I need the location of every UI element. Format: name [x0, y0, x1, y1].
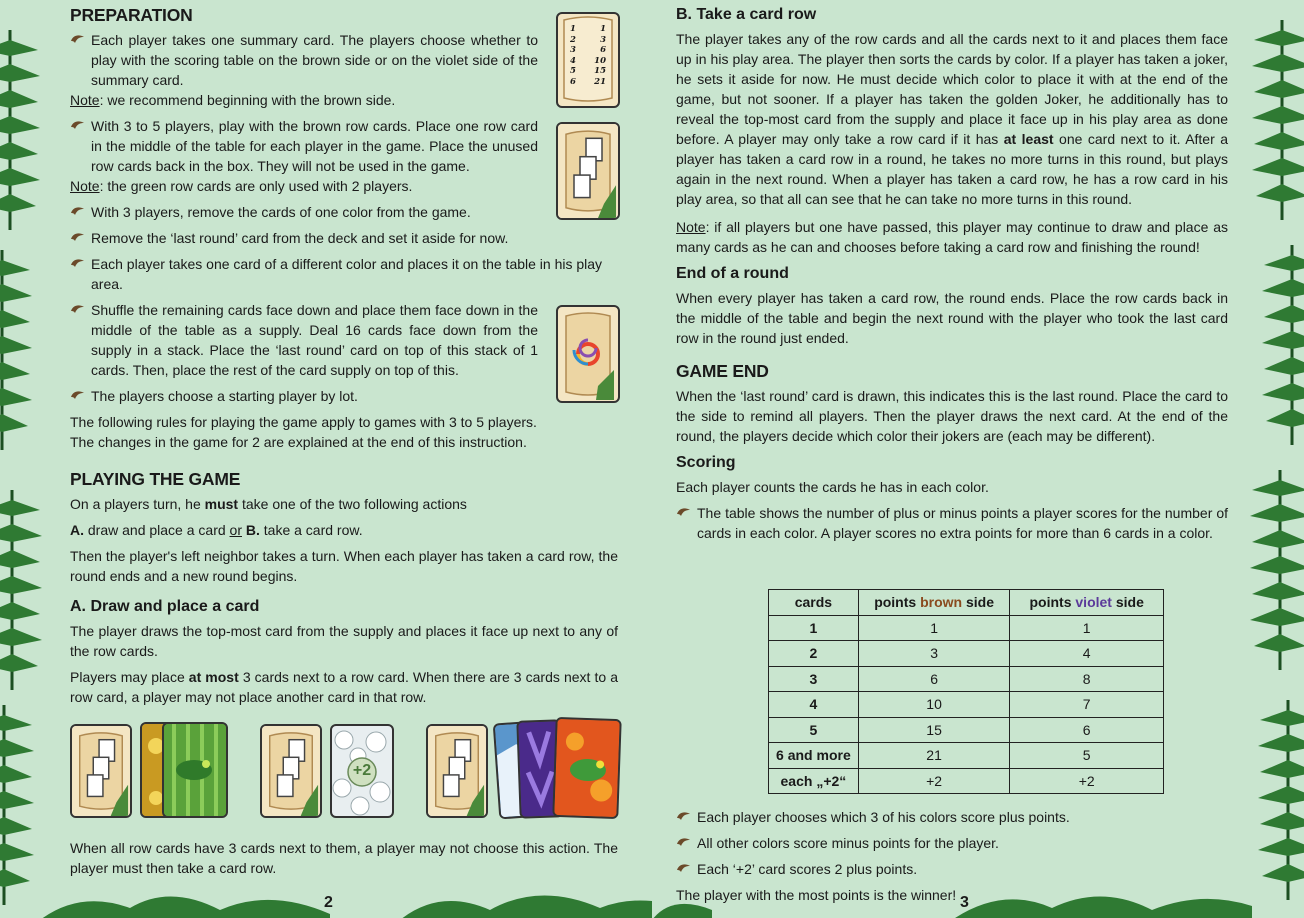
header-cards: cards — [769, 590, 859, 616]
list-item: Remove the ‘last round’ card from the deck and set it aside for now. — [70, 228, 538, 248]
right-page — [652, 0, 1304, 918]
preparation-heading: PREPARATION — [70, 5, 193, 25]
summary-card-points: 1 — [600, 24, 606, 34]
note-text: Note: the green row cards are only used with 2 players. — [70, 178, 413, 194]
table-cell-cards: 5 — [769, 717, 859, 743]
list-item: The players choose a starting player by lot. — [70, 386, 538, 406]
table-cell-brown: 15 — [858, 717, 1010, 743]
winner-text: The player with the most points is the winner! — [676, 887, 957, 903]
jungle-leaf-decoration — [0, 690, 34, 918]
turn-text: On a players turn, he must take one of the two following actions — [70, 496, 467, 512]
table-cell-brown: 6 — [858, 666, 1010, 692]
leaf-bullet-icon — [70, 390, 85, 400]
leaf-bullet-icon — [676, 811, 691, 821]
leaf-bullet-icon — [676, 863, 691, 873]
note-text: Note: we recommend beginning with the brown side. — [70, 92, 396, 108]
table-cell-cards: 4 — [769, 692, 859, 718]
orange-chameleon-card-image — [552, 717, 621, 819]
jungle-leaf-decoration — [1252, 0, 1304, 250]
table-header-row — [769, 590, 1164, 616]
leaf-bullet-icon — [70, 34, 85, 44]
actions-text: A. draw and place a card or B. take a card row. — [70, 522, 363, 538]
list-item: Each player chooses which 3 of his colors score plus points. — [676, 807, 1228, 827]
table-cell-cards: 2 — [769, 641, 859, 667]
leaf-bullet-icon — [676, 507, 691, 517]
jungle-leaf-decoration — [0, 240, 32, 460]
table-cell-brown: +2 — [858, 768, 1010, 794]
page-number: 2 — [324, 894, 333, 911]
scoring-text: Each player counts the cards he has in each color. — [676, 479, 989, 495]
table-row — [769, 641, 1164, 667]
then-text: Then the player's left neighbor takes a turn. When each player has taken a card row, the round ends and a new round begins. — [70, 548, 618, 584]
list-item: Each player takes one card of a different color and places it on the table in his play area. — [70, 254, 630, 294]
table-cell-violet: 8 — [1010, 666, 1164, 692]
list-item: The table shows the number of plus or minus points a player scores for the number of cards in each color. A player scores no extra points for more than 6 cards in a color. — [676, 503, 1228, 543]
scoring-heading: Scoring — [676, 454, 736, 471]
list-item: Shuffle the remaining cards face down and place them face down in the middle of the table as a supply. Deal 16 cards face down from the supply in a stack. Place the ‘last round’ card on top of this stack of 1 cards. Then, place the rest of the card supply on top of this. — [70, 300, 538, 380]
row-card-image — [260, 724, 322, 818]
table-row — [769, 615, 1164, 641]
jungle-leaf-decoration — [1250, 450, 1304, 690]
row-card-image — [426, 724, 488, 818]
table-cell-cards: 3 — [769, 666, 859, 692]
table-row — [769, 692, 1164, 718]
summary-card-count: 2 — [570, 34, 576, 45]
game-end-text: When the ‘last round’ card is drawn, this indicates this is the last round. Place the card to the side to remind all players. Then the player draws the next card. At the end of the round, the players decide which color their jokers are (each may be different). — [676, 388, 1228, 444]
list-item: With 3 to 5 players, play with the brown row cards. Place one row card in the middle of the table for each player in the game. Place the unused row cards back in the box. They will not be used in the game. — [70, 116, 538, 176]
table-cell-violet: 7 — [1010, 692, 1164, 718]
scoring-table-body — [769, 615, 1164, 794]
table-cell-violet: 1 — [1010, 615, 1164, 641]
leaf-bullet-icon — [70, 232, 85, 242]
header-brown-side: points brown side — [858, 590, 1010, 616]
leaf-bullet-icon — [70, 304, 85, 314]
take-row-note: Note: if all players but one have passed, this player may continue to draw and place as many cards as he can and chooses before taking a card row and finishing the round! — [676, 219, 1228, 255]
summary-card-points: 3 — [600, 34, 606, 45]
summary-card-points: 15 — [594, 66, 606, 76]
end-round-text: When every player has taken a card row, the round ends. Place the row cards back in the middle of the table and begin the next round with the player who took the last card row in the round just ended. — [676, 290, 1228, 346]
left-column — [70, 4, 618, 713]
table-row — [769, 717, 1164, 743]
table-cell-brown: 3 — [858, 641, 1010, 667]
jungle-leaf-decoration — [0, 470, 42, 710]
list-item: All other colors score minus points for the player. — [676, 833, 1228, 853]
end-round-heading: End of a round — [676, 265, 789, 282]
take-row-heading: B. Take a card row — [676, 6, 817, 23]
all-rows-full-text: When all row cards have 3 cards next to them, a player may not choose this action. The player must then take a card row. — [70, 840, 618, 876]
table-cell-brown: 10 — [858, 692, 1010, 718]
summary-card-count: 6 — [570, 76, 576, 87]
header-violet-side: points violet side — [1010, 590, 1164, 616]
chameleon-card-image — [162, 722, 228, 818]
draw-text: The player draws the top-most card from the supply and places it face up next to any of the row cards. — [70, 623, 618, 659]
table-cell-brown: 1 — [858, 615, 1010, 641]
jungle-leaf-decoration — [1262, 230, 1304, 460]
at-most-text: Players may place at most 3 cards next to a row card. When there are 3 cards next to a row card, a player may not place another card in that row. — [70, 669, 618, 705]
summary-card-count: 4 — [570, 55, 576, 66]
playing-heading: PLAYING THE GAME — [70, 469, 241, 489]
list-item: Each player takes one summary card. The players choose whether to play with the scoring table on the brown side or on the violet side of the summary card. — [70, 30, 538, 90]
plus-two-label: +2 — [352, 762, 372, 779]
plus-two-card-image — [330, 724, 394, 818]
page-number: 3 — [960, 894, 969, 911]
scoring-rules — [676, 807, 1228, 911]
jungle-leaf-decoration — [0, 0, 40, 260]
rules-note: The following rules for playing the game apply to games with 3 to 5 players. The changes in the game for 2 are explained at the end of this instruction. — [70, 414, 537, 450]
table-cell-cards: each „+2“ — [769, 768, 859, 794]
jungle-leaf-decoration — [1258, 680, 1304, 918]
table-cell-violet: 5 — [1010, 743, 1164, 769]
right-column — [676, 4, 1228, 549]
table-cell-cards: 6 and more — [769, 743, 859, 769]
row-card-image — [70, 724, 132, 818]
summary-card-count: 1 — [570, 24, 576, 34]
leaf-bullet-icon — [70, 258, 85, 268]
table-row — [769, 666, 1164, 692]
table-row — [769, 768, 1164, 794]
summary-card-points: 21 — [594, 76, 606, 87]
table-cell-violet: 4 — [1010, 641, 1164, 667]
draw-heading: A. Draw and place a card — [70, 598, 260, 615]
summary-card-count: 5 — [570, 66, 576, 76]
scoring-table — [768, 589, 1164, 794]
table-cell-cards: 1 — [769, 615, 859, 641]
list-item: With 3 players, remove the cards of one color from the game. — [70, 202, 538, 222]
leaf-bullet-icon — [70, 206, 85, 216]
take-row-text: The player takes any of the row cards and all the cards next to it and places them face up in his play area. The player then sorts the cards by color. If a player has taken a joker, he sets it aside for now. He must decide which color to place it with at the end of the game, but not sooner. If a player has taken the golden Joker, he additionally has to reveal the top-most card from the supply and place it face up in his play area as done before. A player may only take a row card if it has at least one card next to it. After a player has taken a card row in a round, he takes no more turns in this round, but plays again in the next round. When a player has taken a card row, he has a row card in his play area, so that all can see that he can take no more turns in this round. — [676, 31, 1229, 207]
table-cell-violet: +2 — [1010, 768, 1164, 794]
jungle-leaf-decoration — [40, 880, 652, 918]
table-cell-brown: 21 — [858, 743, 1010, 769]
leaf-bullet-icon — [676, 837, 691, 847]
game-end-heading: GAME END — [676, 361, 769, 381]
table-row — [769, 743, 1164, 769]
summary-card-points: 10 — [594, 55, 606, 66]
summary-card-points: 6 — [600, 45, 606, 55]
table-cell-violet: 6 — [1010, 717, 1164, 743]
leaf-bullet-icon — [70, 120, 85, 130]
list-item: Each ‘+2’ card scores 2 plus points. — [676, 859, 1228, 879]
summary-card-count: 3 — [570, 45, 576, 55]
